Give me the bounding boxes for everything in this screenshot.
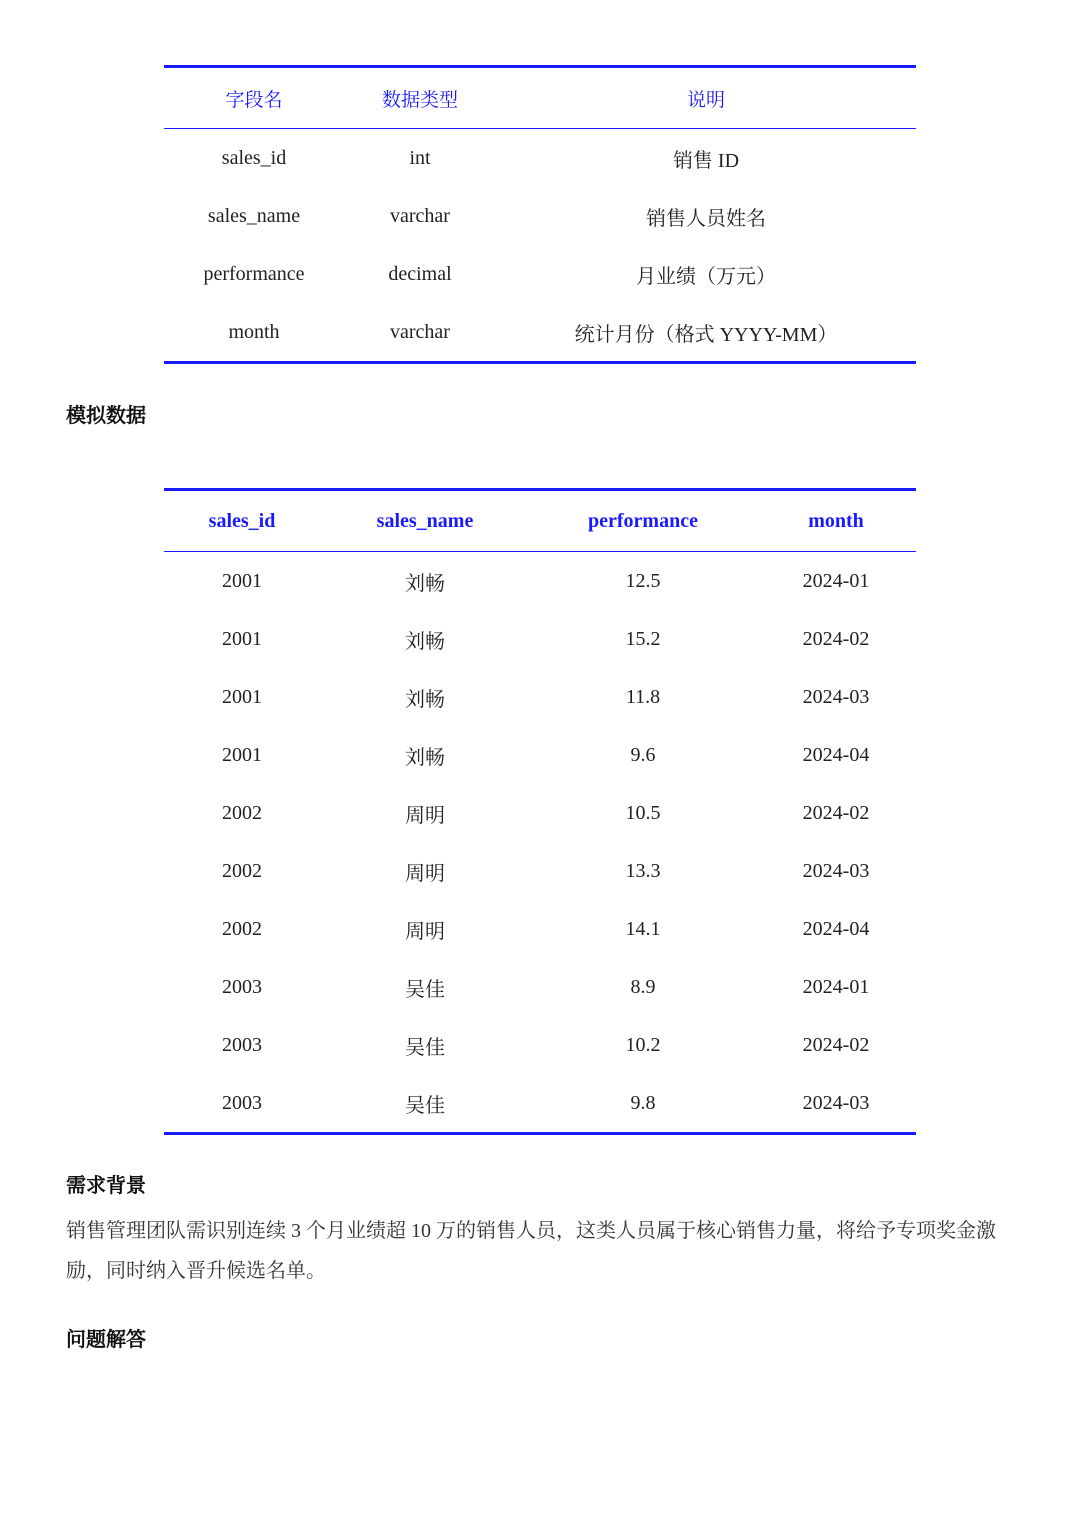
- data-cell: 刘畅: [405, 688, 445, 711]
- data-cell: 10.2: [625, 1033, 661, 1056]
- schema-cell: 销售 ID: [672, 149, 740, 172]
- table-row: [164, 552, 916, 611]
- data-header-sales-name: sales_name: [320, 490, 530, 552]
- schema-cell: varchar: [344, 303, 496, 363]
- table-row: [164, 610, 916, 668]
- schema-cell: decimal: [388, 262, 452, 285]
- data-cell: 刘畅: [405, 746, 445, 769]
- data-cell: 刘畅: [405, 630, 445, 653]
- data-cell: 2024-04: [802, 743, 870, 766]
- data-cell: 2024-02: [802, 1033, 870, 1056]
- schema-cell: performance: [203, 262, 305, 285]
- schema-header-type: 数据类型: [344, 67, 496, 129]
- data-cell: 2024-04: [802, 917, 870, 940]
- data-cell: 2024-02: [802, 801, 870, 824]
- section-heading-mock-data: 模拟数据: [66, 403, 146, 427]
- data-cell: 2003: [164, 1074, 320, 1134]
- data-cell: 2024-01: [802, 569, 870, 592]
- data-cell: 2024-03: [802, 685, 870, 708]
- data-cell: 吴佳: [320, 1074, 530, 1134]
- data-header-performance: performance: [530, 490, 756, 552]
- data-cell: 13.3: [625, 859, 661, 882]
- schema-cell: 统计月份（格式 YYYY-MM）: [496, 303, 916, 363]
- table-row: [164, 245, 916, 303]
- data-cell: 8.9: [630, 975, 656, 998]
- data-cell: 2001: [222, 627, 262, 650]
- schema-cell: 月业绩（万元）: [636, 265, 776, 288]
- data-cell: 2002: [222, 801, 262, 824]
- data-cell: 2001: [222, 743, 262, 766]
- table-row: [164, 900, 916, 958]
- data-cell: 周明: [405, 804, 445, 827]
- table-row: [164, 784, 916, 842]
- data-cell: 2003: [222, 1033, 262, 1056]
- data-cell: 12.5: [625, 569, 661, 592]
- table-row: [164, 842, 916, 900]
- data-cell: 2001: [222, 569, 262, 592]
- data-cell: 9.6: [630, 743, 656, 766]
- schema-cell: varchar: [390, 204, 450, 227]
- table-row: [164, 129, 916, 188]
- data-cell: 吴佳: [405, 978, 445, 1001]
- data-cell: 10.5: [625, 801, 661, 824]
- data-header-month: month: [756, 490, 916, 552]
- data-cell: 2024-03: [756, 1074, 916, 1134]
- table-row: [164, 1016, 916, 1074]
- data-cell: 周明: [405, 920, 445, 943]
- schema-cell: 销售人员姓名: [646, 207, 766, 230]
- data-header-sales-id: sales_id: [164, 490, 320, 552]
- data-cell: 2002: [222, 917, 262, 940]
- table-row: [164, 187, 916, 245]
- data-cell: 2024-01: [802, 975, 870, 998]
- schema-cell: sales_id: [221, 146, 287, 169]
- table-row: [164, 303, 916, 363]
- data-cell: 15.2: [625, 627, 661, 650]
- data-header-row: [164, 490, 916, 552]
- schema-header-field: 字段名: [164, 67, 344, 129]
- data-cell: 2001: [222, 685, 262, 708]
- data-cell: 2003: [222, 975, 262, 998]
- table-row: [164, 1074, 916, 1134]
- schema-cell: sales_name: [207, 204, 301, 227]
- schema-cell: month: [164, 303, 344, 363]
- data-cell: 2024-03: [802, 859, 870, 882]
- background-paragraph: 销售管理团队需识别连续 3 个月业绩超 10 万的销售人员，这类人员属于核心销售力量，将给予专项奖金激励，同时纳入晋升候选名单。: [66, 1220, 996, 1282]
- data-cell: 刘畅: [405, 572, 445, 595]
- data-cell: 2002: [222, 859, 262, 882]
- data-cell: 周明: [405, 862, 445, 885]
- sales-data-table: [164, 488, 916, 1135]
- section-heading-answer: 问题解答: [66, 1327, 146, 1351]
- data-cell: 吴佳: [405, 1036, 445, 1059]
- schema-cell: int: [409, 146, 431, 169]
- schema-table: [164, 65, 916, 364]
- data-cell: 11.8: [625, 685, 661, 708]
- schema-header-desc: 说明: [496, 67, 916, 129]
- section-heading-background: 需求背景: [66, 1173, 146, 1197]
- table-row: [164, 668, 916, 726]
- table-row: [164, 958, 916, 1016]
- table-row: [164, 726, 916, 784]
- data-cell: 9.8: [530, 1074, 756, 1134]
- data-cell: 14.1: [625, 917, 661, 940]
- data-cell: 2024-02: [802, 627, 870, 650]
- schema-header-row: [164, 67, 916, 129]
